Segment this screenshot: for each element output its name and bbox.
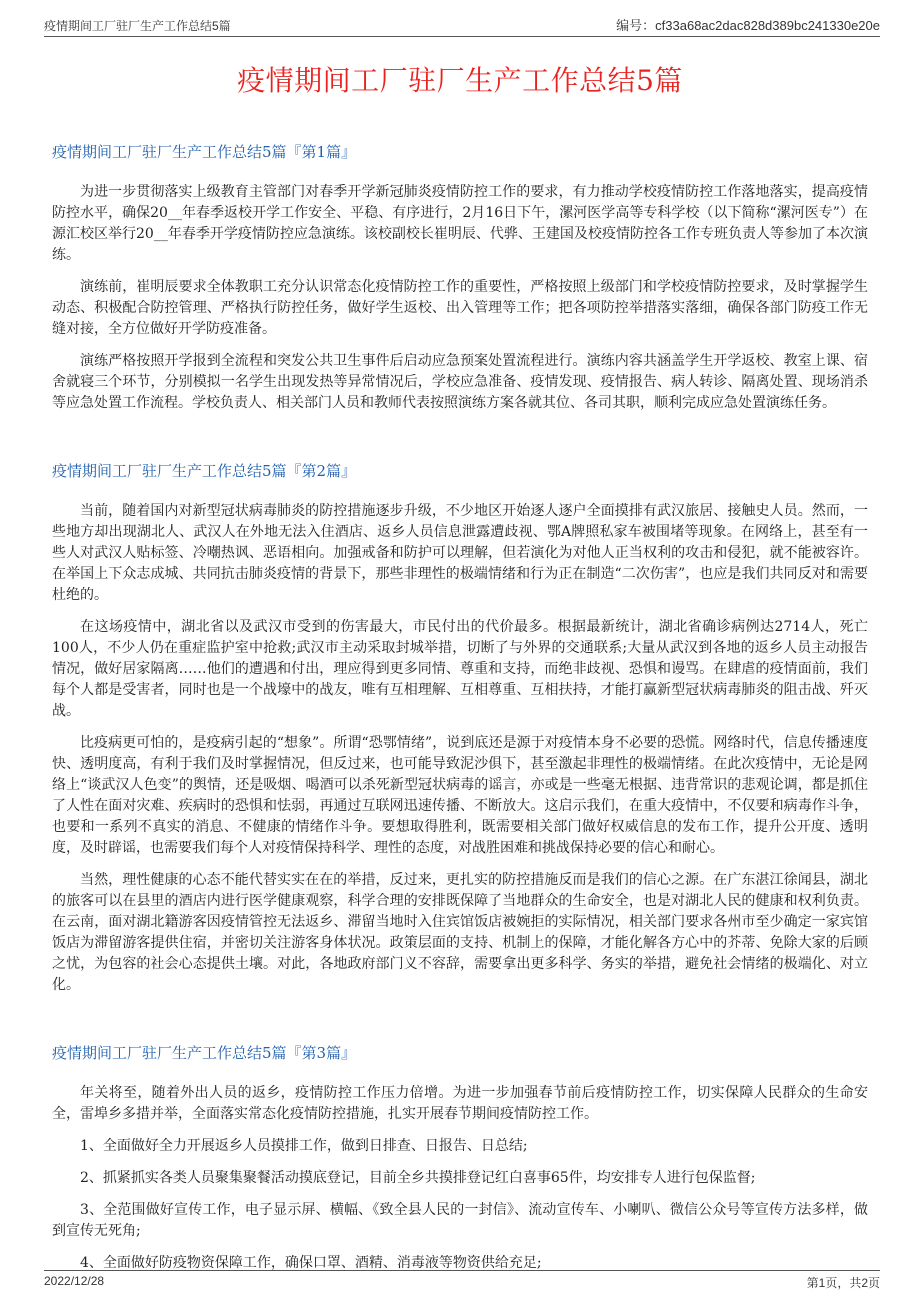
- section-heading: 疫情期间工厂驻厂生产工作总结5篇『第2篇』: [52, 462, 357, 480]
- paragraph: 当前，随着国内对新型冠状病毒肺炎的防控措施逐步升级，不少地区开始逐人逐户全面摸排有武汉旅居、接触史人员。然而，一些地方却出现湖北人、武汉人在外地无法入住酒店、返乡人员信息泄露遭歧视、鄂A牌照私家车被围堵等现象。在网络上，甚至有一些人对武汉人贴标签、冷嘲热讽、恶语相向。加强戒备和防护可以理解，但若演化为对他人正当权利的攻击和侵犯，就不能被容许。在举国上下众志成城、共同抗击肺炎疫情的背景下，那些非理性的极端情绪和行为正在制造“二次伤害”，也应是我们共同反对和需要杜绝的。: [52, 503, 868, 603]
- header-code: 编号：cf33a68ac2dac828d389bc241330e20e: [616, 18, 880, 33]
- footer-date: 2022/12/28: [44, 1274, 105, 1288]
- document-title: 疫情期间工厂驻厂生产工作总结5篇: [237, 63, 683, 97]
- list-item: 1、全面做好全力开展返乡人员摸排工作，做到日排查、日报告、日总结;: [80, 1138, 528, 1154]
- section-heading: 疫情期间工厂驻厂生产工作总结5篇『第1篇』: [52, 143, 357, 161]
- paragraph: 年关将至，随着外出人员的返乡，疫情防控工作压力倍增。为进一步加强春节前后疫情防控工作，切实保障人民群众的生命安全，雷埠乡多措并举，全面落实常态化疫情防控措施，扎实开展春节期间疫情防控工作。: [52, 1085, 868, 1122]
- paragraph: 为进一步贯彻落实上级教育主管部门对春季开学新冠肺炎疫情防控工作的要求，有力推动学校疫情防控工作落地落实，提高疫情防控水平，确保20__年春季返校开学工作安全、平稳、有序进行，2月16日下午，漯河医学高等专科学校（以下简称“漯河医专”）在源汇校区举行20__年春季开学疫情防控应急演练。该校副校长崔明辰、代骅、王建国及校疫情防控各工作专班负责人等参加了本次演练。: [52, 184, 868, 263]
- paragraph: 演练严格按照开学报到全流程和突发公共卫生事件后启动应急预案处置流程进行。演练内容共涵盖学生开学返校、教室上课、宿舍就寝三个环节，分别模拟一名学生出现发热等异常情况后，学校应急准备、疫情发现、疫情报告、病人转诊、隔离处置、现场消杀等应急处置工作流程。学校负责人、相关部门人员和教师代表按照演练方案各就其位、各司其职，顺利完成应急处置演练任务。: [52, 353, 868, 411]
- list-item: 4、全面做好防疫物资保障工作，确保口罩、酒精、消毒液等物资供给充足;: [80, 1255, 542, 1271]
- section-heading: 疫情期间工厂驻厂生产工作总结5篇『第3篇』: [52, 1044, 357, 1062]
- paragraph: 比疫病更可怕的，是疫病引起的“想象”。所谓“恐鄂情绪”，说到底还是源于对疫情本身不必要的恐慌。网络时代，信息传播速度快、透明度高，有利于我们及时掌握情况，但反过来，也可能导致泥沙俱下，甚至激起非理性的极端情绪。在此次疫情中，无论是网络上“谈武汉人色变”的舆情，还是吸烟、喝酒可以杀死新型冠状病毒的谣言，亦或是一些毫无根据、违背常识的悲观论调，都是抓住了人性在面对灾难、疾病时的恐惧和怯弱，再通过互联网迅速传播、不断放大。这启示我们，在重大疫情中，不仅要和病毒作斗争，也要和一系列不真实的消息、不健康的情绪作斗争。要想取得胜利，既需要相关部门做好权威信息的发布工作，提升公开度、透明度，及时辟谣，也需要我们每个人对疫情保持科学、理性的态度，对战胜困难和挑战保持必要的信心和耐心。: [52, 735, 868, 856]
- page-footer: [44, 1270, 880, 1291]
- section-3: [52, 1041, 868, 1274]
- paragraph: 在这场疫情中，湖北省以及武汉市受到的伤害最大，市民付出的代价最多。根据最新统计，湖北省确诊病例达2714人，死亡100人，不少人仍在重症监护室中抢救;武汉市主动采取封城举措，切断了与外界的交通联系;大量从武汉到各地的返乡人员主动报告情况，做好居家隔离……他们的遭遇和付出，理应得到更多同情、尊重和支持，而绝非歧视、恐惧和谩骂。在肆虐的疫情面前，我们每个人都是受害者，同时也是一个战壕中的战友，唯有互相理解、互相尊重、互相扶持，才能打赢新型冠状病毒肺炎的阻击战、歼灭战。: [52, 619, 868, 719]
- footer-page-info: 第1页，共2页: [806, 1276, 880, 1290]
- header-doc-name: 疫情期间工厂驻厂生产工作总结5篇: [44, 19, 231, 33]
- document-body: [52, 140, 868, 1285]
- list-item: 2、抓紧抓实各类人员聚集聚餐活动摸底登记，目前全乡共摸排登记红白喜事65件，均安排专人进行包保监督;: [80, 1170, 756, 1186]
- paragraph: 当然，理性健康的心态不能代替实实在在的举措，反过来，更扎实的防控措施反而是我们的信心之源。在广东湛江徐闻县，湖北的旅客可以在县里的酒店内进行医学健康观察，科学合理的安排既保障了当地群众的生命安全，也是对湖北人民的健康和权利负责。在云南，面对湖北籍游客因疫情管控无法返乡、滞留当地时入住宾馆饭店被婉拒的实际情况，相关部门要求各州市至少确定一家宾馆饭店为滞留游客提供住宿，并密切关注游客身体状况。政策层面的支持、机制上的保障，才能化解各方心中的芥蒂、免除大家的后顾之忧，为包容的社会心态提供土壤。对此，各地政府部门义不容辞，需要拿出更多科学、务实的举措，避免社会情绪的极端化、对立化。: [52, 872, 868, 993]
- section-2: [52, 459, 868, 996]
- paragraph: 演练前，崔明辰要求全体教职工充分认识常态化疫情防控工作的重要性，严格按照上级部门和学校疫情防控要求，及时掌握学生动态、积极配合防控管理、严格执行防控任务，做好学生返校、出入管理等工作；把各项防控举措落实落细，确保各部门防疫工作无缝对接，全方位做好开学防疫准备。: [52, 279, 868, 337]
- list-item: 3、全范围做好宣传工作，电子显示屏、横幅、《致全县人民的一封信》、流动宣传车、小喇叭、微信公众号等宣传方法多样，做到宣传无死角;: [52, 1202, 868, 1239]
- section-1: [52, 140, 868, 414]
- page-header: [44, 12, 880, 37]
